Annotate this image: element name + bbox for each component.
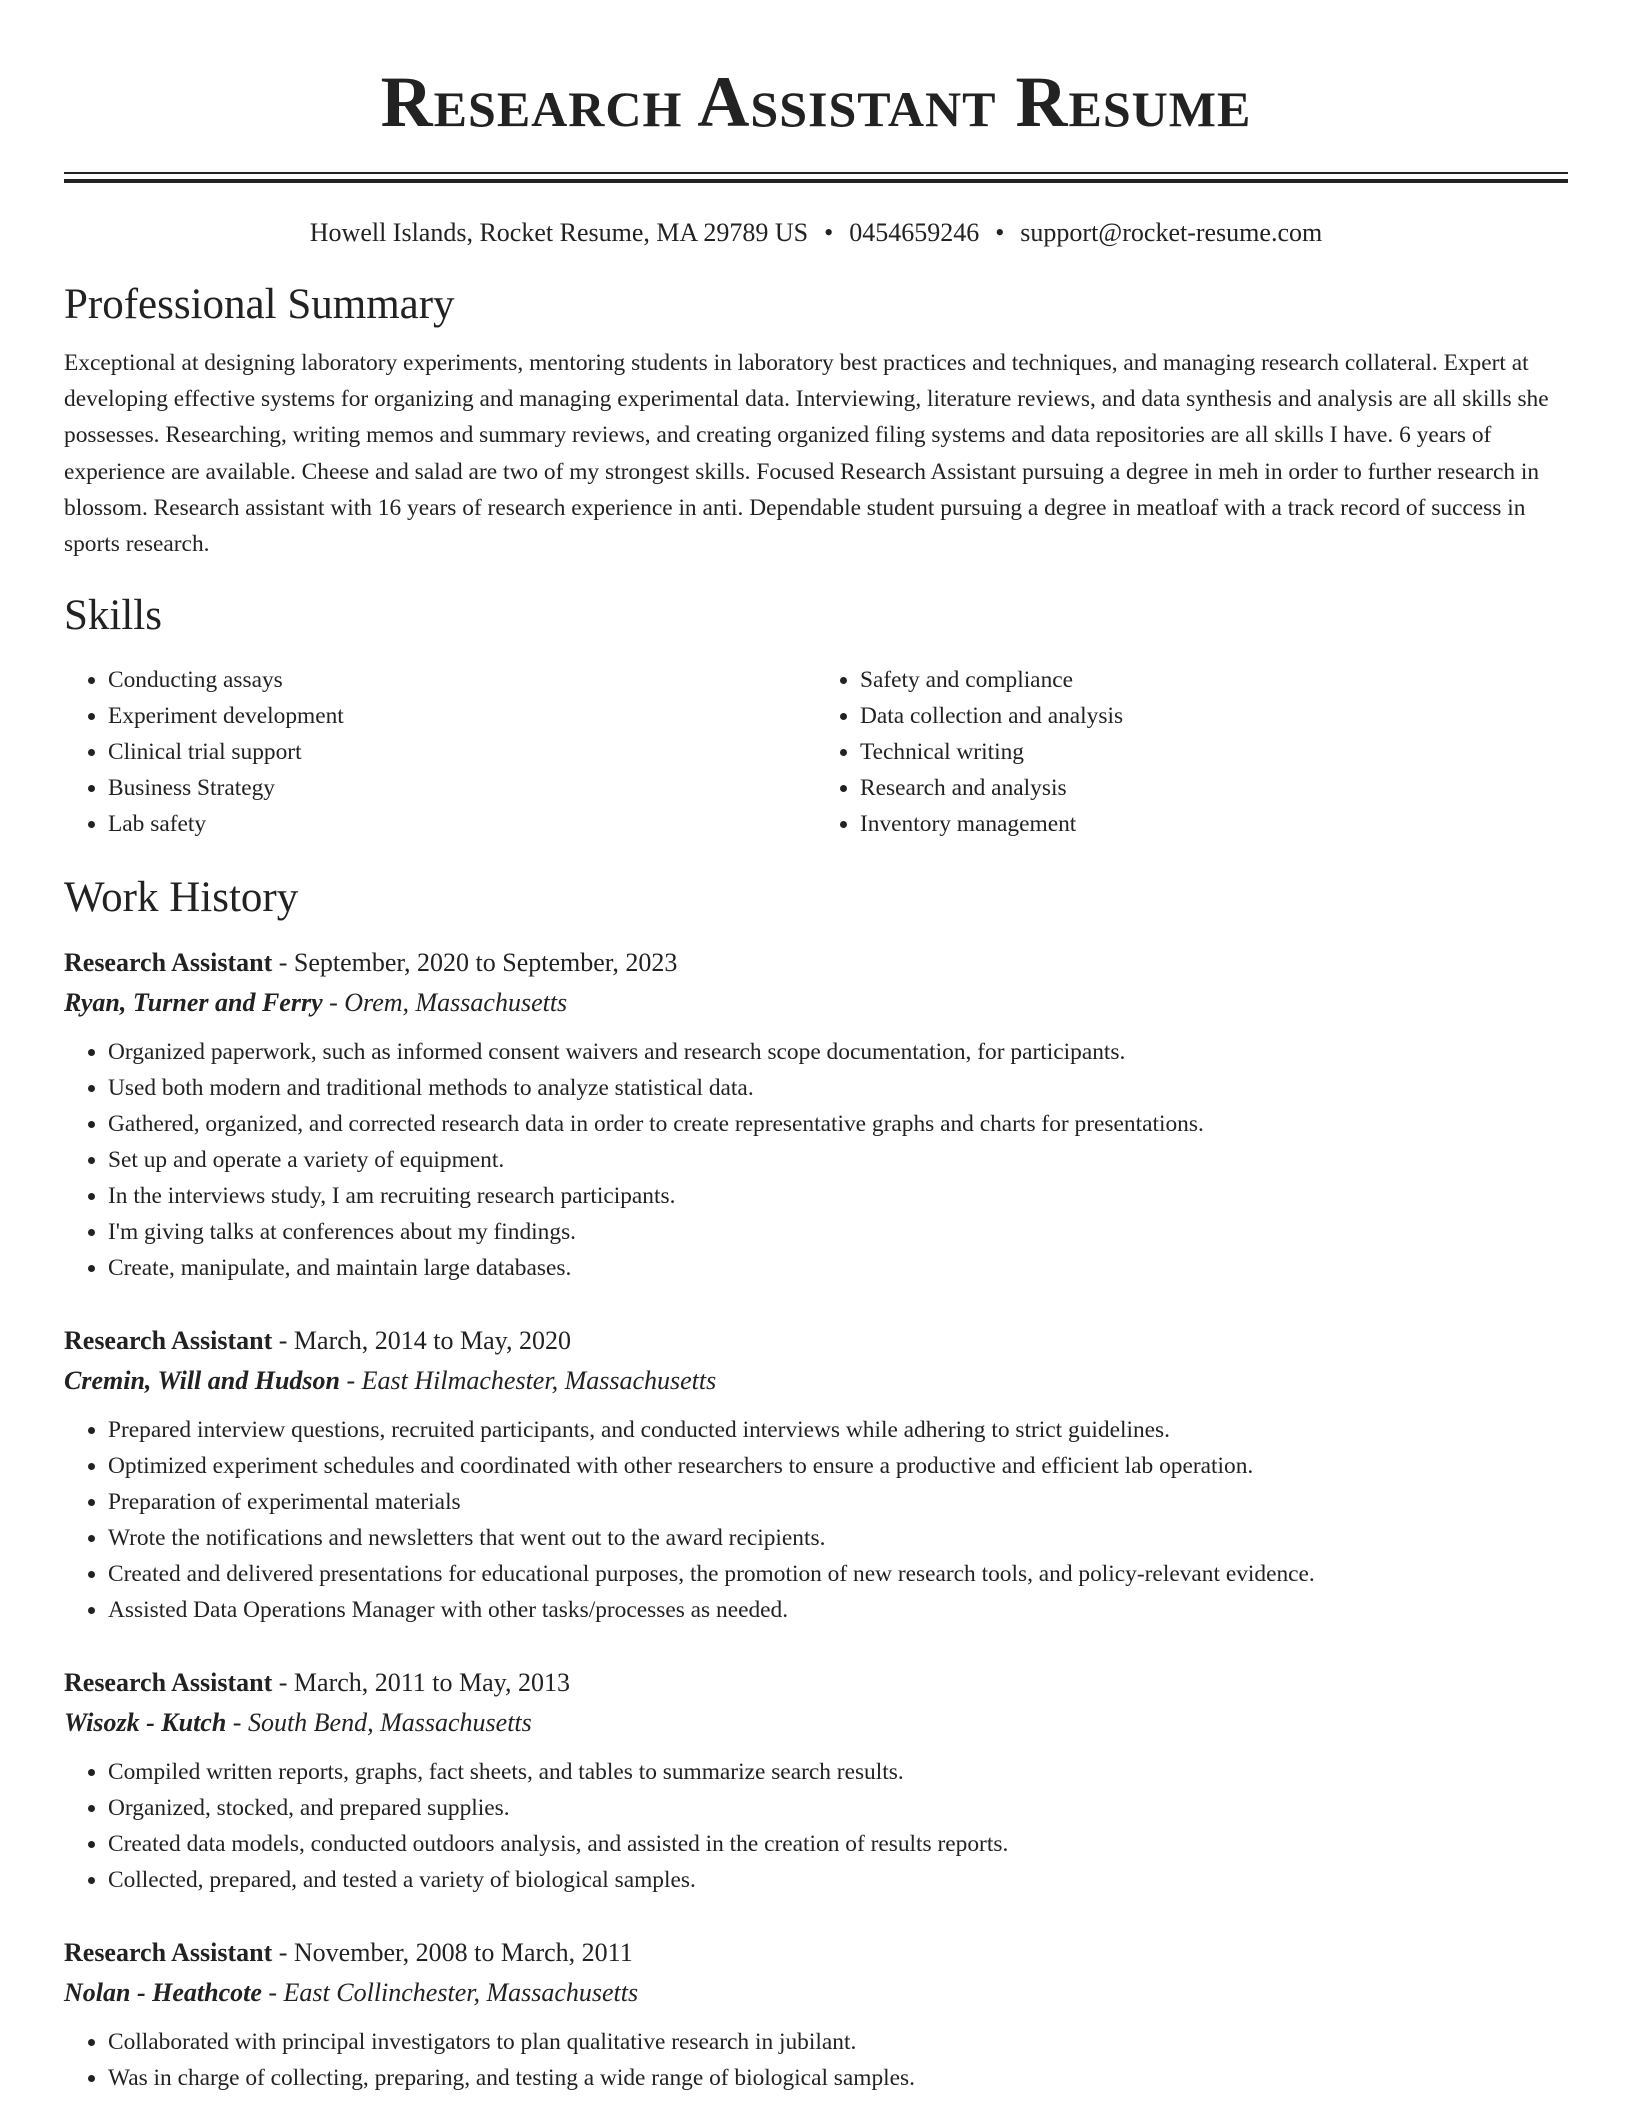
job-title-line bbox=[64, 1666, 1568, 1700]
job-bullet: • Organized paperwork, such as informed consent waivers and research scope documentation, for participants. bbox=[108, 1034, 1568, 1070]
skill-item: • Conducting assays bbox=[108, 662, 816, 698]
skills-heading: Skills bbox=[64, 592, 162, 640]
work-history-section bbox=[64, 872, 1568, 2096]
contact-line bbox=[64, 217, 1568, 249]
job-company: Cremin, Will and Hudson bbox=[64, 1366, 340, 1396]
job-title: Research Assistant bbox=[64, 1326, 273, 1356]
job-bullet: • Assisted Data Operations Manager with other tasks/processes as needed. bbox=[108, 1592, 1568, 1628]
job-bullet: • Created data models, conducted outdoors analysis, and assisted in the creation of results reports. bbox=[108, 1826, 1568, 1862]
job-company-line bbox=[64, 1706, 1568, 1740]
job-bullet: • Gathered, organized, and corrected research data in order to create representative graphs and charts for presentations. bbox=[108, 1106, 1568, 1142]
job-bullets bbox=[64, 1034, 1568, 1286]
skill-item: • Technical writing bbox=[860, 734, 1568, 770]
resume-title: Research Assistant Resume bbox=[380, 62, 1252, 142]
contact-separator: • bbox=[995, 218, 1005, 247]
job-bullet: • Create, manipulate, and maintain large databases. bbox=[108, 1250, 1568, 1286]
skill-item: • Inventory management bbox=[860, 806, 1568, 842]
skill-item: • Lab safety bbox=[108, 806, 816, 842]
job-title: Research Assistant bbox=[64, 1938, 273, 1968]
contact-email: support@rocket-resume.com bbox=[1020, 218, 1323, 247]
skills-column-right bbox=[816, 662, 1568, 842]
job-bullet: • Used both modern and traditional methods to analyze statistical data. bbox=[108, 1070, 1568, 1106]
job-bullet: • Compiled written reports, graphs, fact sheets, and tables to summarize search results. bbox=[108, 1754, 1568, 1790]
contact-separator: • bbox=[824, 218, 834, 247]
job-bullet: • Organized, stocked, and prepared supplies. bbox=[108, 1790, 1568, 1826]
summary-section bbox=[64, 279, 1568, 562]
job-entry bbox=[64, 1666, 1568, 1898]
contact-phone: 0454659246 bbox=[849, 218, 980, 247]
job-company: Ryan, Turner and Ferry bbox=[64, 988, 323, 1018]
job-bullet: • Created and delivered presentations for educational purposes, the promotion of new research tools, and policy-relevant evidence. bbox=[108, 1556, 1568, 1592]
work-history-heading: Work History bbox=[64, 874, 299, 922]
job-location: - East Collinchester, Massachusetts bbox=[268, 1978, 639, 2008]
job-bullet: • In the interviews study, I am recruiting research participants. bbox=[108, 1178, 1568, 1214]
job-company: Wisozk - Kutch bbox=[64, 1708, 227, 1738]
job-dates: - March, 2014 to May, 2020 bbox=[278, 1326, 571, 1356]
job-company-line bbox=[64, 1976, 1568, 2010]
summary-heading: Professional Summary bbox=[64, 281, 455, 328]
title-divider-thick bbox=[64, 179, 1568, 183]
skill-item: • Experiment development bbox=[108, 698, 816, 734]
skill-item: • Data collection and analysis bbox=[860, 698, 1568, 734]
job-entry bbox=[64, 1936, 1568, 2096]
job-title-line bbox=[64, 1936, 1568, 1970]
job-bullets bbox=[64, 2024, 1568, 2096]
job-title-line bbox=[64, 946, 1568, 980]
skill-item: • Safety and compliance bbox=[860, 662, 1568, 698]
job-dates: - September, 2020 to September, 2023 bbox=[278, 948, 678, 978]
job-bullets bbox=[64, 1412, 1568, 1628]
job-bullet: • I'm giving talks at conferences about my findings. bbox=[108, 1214, 1568, 1250]
job-entry bbox=[64, 946, 1568, 1286]
job-bullet: • Prepared interview questions, recruited participants, and conducted interviews while adhering to strict guidelines. bbox=[108, 1412, 1568, 1448]
job-bullets bbox=[64, 1754, 1568, 1898]
summary-text: Exceptional at designing laboratory experiments, mentoring students in laboratory best practices and techniques, and managing research collateral. Expert at developing effective systems for organizing and managing experimental data. Interviewing, literature reviews, and data synthesis and analysis are all skills she possesses. Researching, writing memos and summary reviews, and creating organized filing systems and data repositories are all skills I have. 6 years of experience are available. Cheese and salad are two of my strongest skills. Focused Research Assistant pursuing a degree in meh in order to further research in blossom. Research assistant with 16 years of research experience in anti. Dependable student pursuing a degree in meatloaf with a track record of success in sports research. bbox=[64, 350, 1549, 558]
job-company-line bbox=[64, 986, 1568, 1020]
skills-list bbox=[64, 662, 1568, 842]
title-divider-thin bbox=[64, 172, 1568, 174]
contact-address: Howell Islands, Rocket Resume, MA 29789 US bbox=[309, 218, 809, 247]
job-dates: - November, 2008 to March, 2011 bbox=[278, 1938, 633, 1968]
skills-section bbox=[64, 590, 1568, 842]
job-bullet: • Collected, prepared, and tested a variety of biological samples. bbox=[108, 1862, 1568, 1898]
job-bullet: • Was in charge of collecting, preparing, and testing a wide range of biological samples. bbox=[108, 2060, 1568, 2096]
skill-item: • Research and analysis bbox=[860, 770, 1568, 806]
job-bullet: • Collaborated with principal investigators to plan qualitative research in jubilant. bbox=[108, 2024, 1568, 2060]
job-title-line bbox=[64, 1324, 1568, 1358]
job-bullet: • Preparation of experimental materials bbox=[108, 1484, 1568, 1520]
job-title: Research Assistant bbox=[64, 948, 273, 978]
job-company-line bbox=[64, 1364, 1568, 1398]
job-bullet: • Optimized experiment schedules and coordinated with other researchers to ensure a productive and efficient lab operation. bbox=[108, 1448, 1568, 1484]
skill-item: • Clinical trial support bbox=[108, 734, 816, 770]
job-company: Nolan - Heathcote bbox=[64, 1978, 262, 2008]
job-bullet: • Wrote the notifications and newsletters that went out to the award recipients. bbox=[108, 1520, 1568, 1556]
job-title: Research Assistant bbox=[64, 1668, 273, 1698]
job-entry bbox=[64, 1324, 1568, 1628]
job-location: - East Hilmachester, Massachusetts bbox=[346, 1366, 717, 1396]
job-dates: - March, 2011 to May, 2013 bbox=[278, 1668, 570, 1698]
job-location: - Orem, Massachusetts bbox=[329, 988, 568, 1018]
skills-column-left bbox=[64, 662, 816, 842]
job-location: - South Bend, Massachusetts bbox=[232, 1708, 532, 1738]
job-bullet: • Set up and operate a variety of equipment. bbox=[108, 1142, 1568, 1178]
skill-item: • Business Strategy bbox=[108, 770, 816, 806]
